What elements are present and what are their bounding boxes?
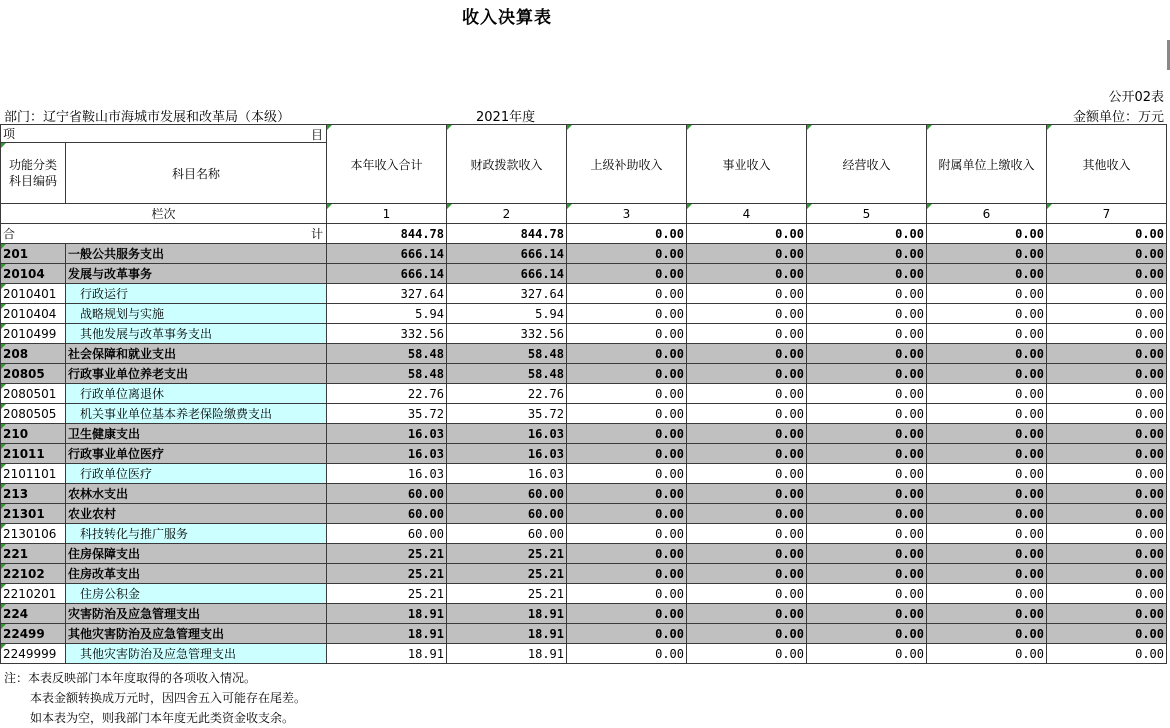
unit-label: 金额单位：万元 bbox=[1072, 110, 1164, 125]
subject-code: 2130106 bbox=[1, 524, 66, 544]
subject-name: 卫生健康支出 bbox=[66, 424, 327, 444]
amount-cell: 0.00 bbox=[807, 604, 927, 624]
amount-cell: 0.00 bbox=[1047, 364, 1167, 384]
subject-code: 21301 bbox=[1, 504, 66, 524]
amount-cell: 0.00 bbox=[1047, 344, 1167, 364]
amount-cell: 0.00 bbox=[687, 404, 807, 424]
amount-cell: 0.00 bbox=[807, 324, 927, 344]
table-row bbox=[1, 524, 1167, 544]
table-row bbox=[1, 564, 1167, 584]
amount-cell: 0.00 bbox=[807, 264, 927, 284]
amount-cell: 18.91 bbox=[327, 624, 447, 644]
table-row bbox=[1, 624, 1167, 644]
seq-number: 3 bbox=[567, 204, 687, 224]
amount-cell: 0.00 bbox=[1047, 264, 1167, 284]
amount-cell: 0.00 bbox=[1047, 564, 1167, 584]
amount-cell: 0.00 bbox=[927, 644, 1047, 664]
amount-cell: 0.00 bbox=[687, 344, 807, 364]
subject-code: 2080501 bbox=[1, 384, 66, 404]
amount-cell: 0.00 bbox=[927, 504, 1047, 524]
code-header: 功能分类 科目编码 bbox=[1, 143, 66, 204]
amount-cell: 25.21 bbox=[447, 544, 567, 564]
subject-code: 2249999 bbox=[1, 644, 66, 664]
amount-cell: 0.00 bbox=[687, 504, 807, 524]
amount-cell: 0.00 bbox=[1047, 504, 1167, 524]
note-line: 如本表为空，则我部门本年度无此类资金收支余。 bbox=[30, 711, 295, 725]
amount-cell: 0.00 bbox=[927, 264, 1047, 284]
income-table bbox=[0, 124, 1167, 664]
note-line: 本表金额转换成万元时，因四舍五入可能存在尾差。 bbox=[30, 691, 307, 705]
amount-cell: 0.00 bbox=[807, 524, 927, 544]
department-label: 部门：辽宁省鞍山市海城市发展和改革局（本级） bbox=[4, 110, 291, 125]
subject-code: 20104 bbox=[1, 264, 66, 284]
column-header: 附属单位上缴收入 bbox=[927, 125, 1047, 204]
amount-cell: 35.72 bbox=[447, 404, 567, 424]
seq-number: 7 bbox=[1047, 204, 1167, 224]
total-value: 844.78 bbox=[447, 224, 567, 244]
amount-cell: 0.00 bbox=[687, 384, 807, 404]
subject-code: 208 bbox=[1, 344, 66, 364]
amount-cell: 60.00 bbox=[327, 484, 447, 504]
amount-cell: 0.00 bbox=[687, 524, 807, 544]
table-row bbox=[1, 324, 1167, 344]
subject-code: 21011 bbox=[1, 444, 66, 464]
table-row bbox=[1, 584, 1167, 604]
amount-cell: 332.56 bbox=[327, 324, 447, 344]
table-row bbox=[1, 644, 1167, 664]
amount-cell: 0.00 bbox=[927, 524, 1047, 544]
amount-cell: 0.00 bbox=[1047, 304, 1167, 324]
amount-cell: 0.00 bbox=[1047, 604, 1167, 624]
table-row bbox=[1, 384, 1167, 404]
table-row bbox=[1, 304, 1167, 324]
amount-cell: 60.00 bbox=[447, 504, 567, 524]
amount-cell: 18.91 bbox=[327, 644, 447, 664]
subject-name: 其他发展与改革事务支出 bbox=[66, 324, 327, 344]
table-row bbox=[1, 464, 1167, 484]
amount-cell: 0.00 bbox=[807, 344, 927, 364]
total-value: 0.00 bbox=[687, 224, 807, 244]
column-header: 经营收入 bbox=[807, 125, 927, 204]
amount-cell: 0.00 bbox=[687, 244, 807, 264]
subject-name: 行政运行 bbox=[66, 284, 327, 304]
amount-cell: 0.00 bbox=[567, 544, 687, 564]
amount-cell: 60.00 bbox=[447, 524, 567, 544]
subject-name: 行政单位医疗 bbox=[66, 464, 327, 484]
subject-name: 战略规划与实施 bbox=[66, 304, 327, 324]
amount-cell: 16.03 bbox=[447, 424, 567, 444]
amount-cell: 0.00 bbox=[1047, 544, 1167, 564]
amount-cell: 0.00 bbox=[567, 624, 687, 644]
amount-cell: 0.00 bbox=[927, 304, 1047, 324]
seq-number: 1 bbox=[327, 204, 447, 224]
table-row bbox=[1, 244, 1167, 264]
amount-cell: 0.00 bbox=[567, 324, 687, 344]
amount-cell: 16.03 bbox=[327, 424, 447, 444]
amount-cell: 0.00 bbox=[807, 464, 927, 484]
column-header: 其他收入 bbox=[1047, 125, 1167, 204]
subject-name: 住房公积金 bbox=[66, 584, 327, 604]
amount-cell: 0.00 bbox=[1047, 424, 1167, 444]
subject-name: 农业农村 bbox=[66, 504, 327, 524]
amount-cell: 0.00 bbox=[687, 624, 807, 644]
amount-cell: 0.00 bbox=[927, 604, 1047, 624]
amount-cell: 0.00 bbox=[1047, 464, 1167, 484]
amount-cell: 0.00 bbox=[1047, 584, 1167, 604]
amount-cell: 0.00 bbox=[927, 324, 1047, 344]
amount-cell: 0.00 bbox=[807, 484, 927, 504]
amount-cell: 60.00 bbox=[327, 524, 447, 544]
column-header: 财政拨款收入 bbox=[447, 125, 567, 204]
amount-cell: 5.94 bbox=[447, 304, 567, 324]
amount-cell: 5.94 bbox=[327, 304, 447, 324]
amount-cell: 0.00 bbox=[687, 564, 807, 584]
amount-cell: 58.48 bbox=[447, 344, 567, 364]
amount-cell: 0.00 bbox=[1047, 404, 1167, 424]
amount-cell: 18.91 bbox=[327, 604, 447, 624]
amount-cell: 0.00 bbox=[567, 364, 687, 384]
table-row bbox=[1, 444, 1167, 464]
amount-cell: 0.00 bbox=[1047, 324, 1167, 344]
amount-cell: 0.00 bbox=[1047, 384, 1167, 404]
amount-cell: 666.14 bbox=[327, 264, 447, 284]
amount-cell: 0.00 bbox=[927, 584, 1047, 604]
total-value: 0.00 bbox=[1047, 224, 1167, 244]
amount-cell: 22.76 bbox=[327, 384, 447, 404]
subject-code: 221 bbox=[1, 544, 66, 564]
amount-cell: 0.00 bbox=[807, 584, 927, 604]
seq-number: 5 bbox=[807, 204, 927, 224]
amount-cell: 0.00 bbox=[567, 464, 687, 484]
subject-name: 行政事业单位养老支出 bbox=[66, 364, 327, 384]
amount-cell: 0.00 bbox=[567, 604, 687, 624]
amount-cell: 0.00 bbox=[807, 384, 927, 404]
header-row-item bbox=[1, 125, 1167, 143]
subject-name: 行政事业单位医疗 bbox=[66, 444, 327, 464]
subject-code: 22499 bbox=[1, 624, 66, 644]
amount-cell: 25.21 bbox=[327, 584, 447, 604]
item-left-label: 项 bbox=[3, 127, 16, 141]
seq-number: 2 bbox=[447, 204, 567, 224]
amount-cell: 0.00 bbox=[807, 404, 927, 424]
amount-cell: 0.00 bbox=[687, 604, 807, 624]
amount-cell: 0.00 bbox=[807, 504, 927, 524]
amount-cell: 0.00 bbox=[567, 484, 687, 504]
amount-cell: 0.00 bbox=[927, 484, 1047, 504]
seq-number: 4 bbox=[687, 204, 807, 224]
table-row bbox=[1, 604, 1167, 624]
amount-cell: 0.00 bbox=[927, 544, 1047, 564]
amount-cell: 0.00 bbox=[807, 624, 927, 644]
subject-code: 213 bbox=[1, 484, 66, 504]
amount-cell: 0.00 bbox=[807, 304, 927, 324]
amount-cell: 0.00 bbox=[567, 564, 687, 584]
amount-cell: 0.00 bbox=[927, 284, 1047, 304]
amount-cell: 0.00 bbox=[687, 444, 807, 464]
item-header-cell bbox=[1, 125, 327, 143]
amount-cell: 0.00 bbox=[927, 444, 1047, 464]
table-row bbox=[1, 404, 1167, 424]
amount-cell: 18.91 bbox=[447, 624, 567, 644]
amount-cell: 0.00 bbox=[567, 404, 687, 424]
amount-cell: 0.00 bbox=[807, 444, 927, 464]
amount-cell: 666.14 bbox=[327, 244, 447, 264]
subject-code: 2080505 bbox=[1, 404, 66, 424]
seq-label: 栏次 bbox=[1, 204, 327, 224]
form-number: 公开02表 bbox=[1108, 90, 1164, 105]
subject-name: 其他灾害防治及应急管理支出 bbox=[66, 624, 327, 644]
subject-name: 科技转化与推广服务 bbox=[66, 524, 327, 544]
amount-cell: 0.00 bbox=[687, 284, 807, 304]
subject-code: 20805 bbox=[1, 364, 66, 384]
subject-name: 住房改革支出 bbox=[66, 564, 327, 584]
amount-cell: 0.00 bbox=[1047, 484, 1167, 504]
amount-cell: 0.00 bbox=[687, 584, 807, 604]
amount-cell: 0.00 bbox=[567, 384, 687, 404]
amount-cell: 0.00 bbox=[687, 464, 807, 484]
subject-name: 行政单位离退休 bbox=[66, 384, 327, 404]
amount-cell: 58.48 bbox=[447, 364, 567, 384]
total-value: 0.00 bbox=[927, 224, 1047, 244]
amount-cell: 0.00 bbox=[567, 504, 687, 524]
subject-name: 机关事业单位基本养老保险缴费支出 bbox=[66, 404, 327, 424]
table-row bbox=[1, 504, 1167, 524]
subject-code: 210 bbox=[1, 424, 66, 444]
amount-cell: 0.00 bbox=[687, 484, 807, 504]
amount-cell: 0.00 bbox=[687, 304, 807, 324]
amount-cell: 58.48 bbox=[327, 344, 447, 364]
subject-code: 224 bbox=[1, 604, 66, 624]
total-label-cell bbox=[1, 224, 327, 244]
amount-cell: 0.00 bbox=[567, 284, 687, 304]
amount-cell: 0.00 bbox=[687, 364, 807, 384]
amount-cell: 0.00 bbox=[687, 424, 807, 444]
amount-cell: 327.64 bbox=[327, 284, 447, 304]
amount-cell: 16.03 bbox=[327, 464, 447, 484]
amount-cell: 0.00 bbox=[807, 564, 927, 584]
amount-cell: 25.21 bbox=[327, 564, 447, 584]
amount-cell: 58.48 bbox=[327, 364, 447, 384]
column-header: 本年收入合计 bbox=[327, 125, 447, 204]
amount-cell: 0.00 bbox=[807, 244, 927, 264]
amount-cell: 0.00 bbox=[807, 424, 927, 444]
amount-cell: 0.00 bbox=[687, 644, 807, 664]
amount-cell: 0.00 bbox=[1047, 644, 1167, 664]
total-value: 0.00 bbox=[567, 224, 687, 244]
seq-number: 6 bbox=[927, 204, 1047, 224]
amount-cell: 0.00 bbox=[687, 264, 807, 284]
table-row bbox=[1, 364, 1167, 384]
subject-code: 2010499 bbox=[1, 324, 66, 344]
amount-cell: 0.00 bbox=[1047, 524, 1167, 544]
amount-cell: 0.00 bbox=[567, 524, 687, 544]
amount-cell: 22.76 bbox=[447, 384, 567, 404]
amount-cell: 666.14 bbox=[447, 264, 567, 284]
subject-name: 发展与改革事务 bbox=[66, 264, 327, 284]
notes bbox=[4, 668, 306, 728]
subject-code: 2010404 bbox=[1, 304, 66, 324]
amount-cell: 666.14 bbox=[447, 244, 567, 264]
table-row bbox=[1, 344, 1167, 364]
subject-name: 社会保障和就业支出 bbox=[66, 344, 327, 364]
amount-cell: 0.00 bbox=[927, 424, 1047, 444]
amount-cell: 0.00 bbox=[687, 544, 807, 564]
amount-cell: 16.03 bbox=[447, 444, 567, 464]
amount-cell: 0.00 bbox=[567, 584, 687, 604]
amount-cell: 25.21 bbox=[447, 584, 567, 604]
name-header: 科目名称 bbox=[66, 143, 327, 204]
amount-cell: 0.00 bbox=[927, 344, 1047, 364]
total-left-label: 合 bbox=[3, 227, 16, 241]
amount-cell: 0.00 bbox=[807, 544, 927, 564]
subject-name: 住房保障支出 bbox=[66, 544, 327, 564]
subject-code: 201 bbox=[1, 244, 66, 264]
amount-cell: 327.64 bbox=[447, 284, 567, 304]
note-line: 注：本表反映部门本年度取得的各项收入情况。 bbox=[4, 671, 257, 685]
amount-cell: 0.00 bbox=[687, 324, 807, 344]
table-row bbox=[1, 544, 1167, 564]
amount-cell: 0.00 bbox=[1047, 624, 1167, 644]
amount-cell: 0.00 bbox=[1047, 284, 1167, 304]
subject-code: 2010401 bbox=[1, 284, 66, 304]
subject-name: 农林水支出 bbox=[66, 484, 327, 504]
amount-cell: 0.00 bbox=[567, 344, 687, 364]
amount-cell: 0.00 bbox=[927, 624, 1047, 644]
amount-cell: 18.91 bbox=[447, 604, 567, 624]
amount-cell: 0.00 bbox=[1047, 244, 1167, 264]
page-title: 收入决算表 bbox=[462, 8, 552, 28]
amount-cell: 0.00 bbox=[927, 464, 1047, 484]
amount-cell: 25.21 bbox=[447, 564, 567, 584]
amount-cell: 0.00 bbox=[927, 244, 1047, 264]
seq-row bbox=[1, 204, 1167, 224]
amount-cell: 16.03 bbox=[327, 444, 447, 464]
subject-code: 2210201 bbox=[1, 584, 66, 604]
amount-cell: 0.00 bbox=[807, 644, 927, 664]
total-row bbox=[1, 224, 1167, 244]
amount-cell: 0.00 bbox=[567, 644, 687, 664]
amount-cell: 0.00 bbox=[1047, 444, 1167, 464]
amount-cell: 0.00 bbox=[927, 564, 1047, 584]
total-value: 844.78 bbox=[327, 224, 447, 244]
table-row bbox=[1, 264, 1167, 284]
amount-cell: 35.72 bbox=[327, 404, 447, 424]
table-row bbox=[1, 484, 1167, 504]
table-row bbox=[1, 424, 1167, 444]
item-right-label: 目 bbox=[310, 128, 323, 142]
column-header: 事业收入 bbox=[687, 125, 807, 204]
amount-cell: 18.91 bbox=[447, 644, 567, 664]
total-value: 0.00 bbox=[807, 224, 927, 244]
amount-cell: 0.00 bbox=[927, 364, 1047, 384]
column-header: 上级补助收入 bbox=[567, 125, 687, 204]
total-right-label: 计 bbox=[310, 227, 323, 241]
year-label: 2021年度 bbox=[476, 110, 536, 125]
amount-cell: 25.21 bbox=[327, 544, 447, 564]
subject-name: 灾害防治及应急管理支出 bbox=[66, 604, 327, 624]
amount-cell: 0.00 bbox=[927, 384, 1047, 404]
subject-code: 22102 bbox=[1, 564, 66, 584]
subject-code: 2101101 bbox=[1, 464, 66, 484]
amount-cell: 60.00 bbox=[447, 484, 567, 504]
amount-cell: 0.00 bbox=[927, 404, 1047, 424]
amount-cell: 16.03 bbox=[447, 464, 567, 484]
amount-cell: 0.00 bbox=[567, 304, 687, 324]
table-row bbox=[1, 284, 1167, 304]
subject-name: 一般公共服务支出 bbox=[66, 244, 327, 264]
amount-cell: 0.00 bbox=[567, 424, 687, 444]
amount-cell: 0.00 bbox=[567, 264, 687, 284]
amount-cell: 332.56 bbox=[447, 324, 567, 344]
amount-cell: 60.00 bbox=[327, 504, 447, 524]
amount-cell: 0.00 bbox=[807, 364, 927, 384]
subject-name: 其他灾害防治及应急管理支出 bbox=[66, 644, 327, 664]
amount-cell: 0.00 bbox=[567, 444, 687, 464]
amount-cell: 0.00 bbox=[567, 244, 687, 264]
amount-cell: 0.00 bbox=[807, 284, 927, 304]
